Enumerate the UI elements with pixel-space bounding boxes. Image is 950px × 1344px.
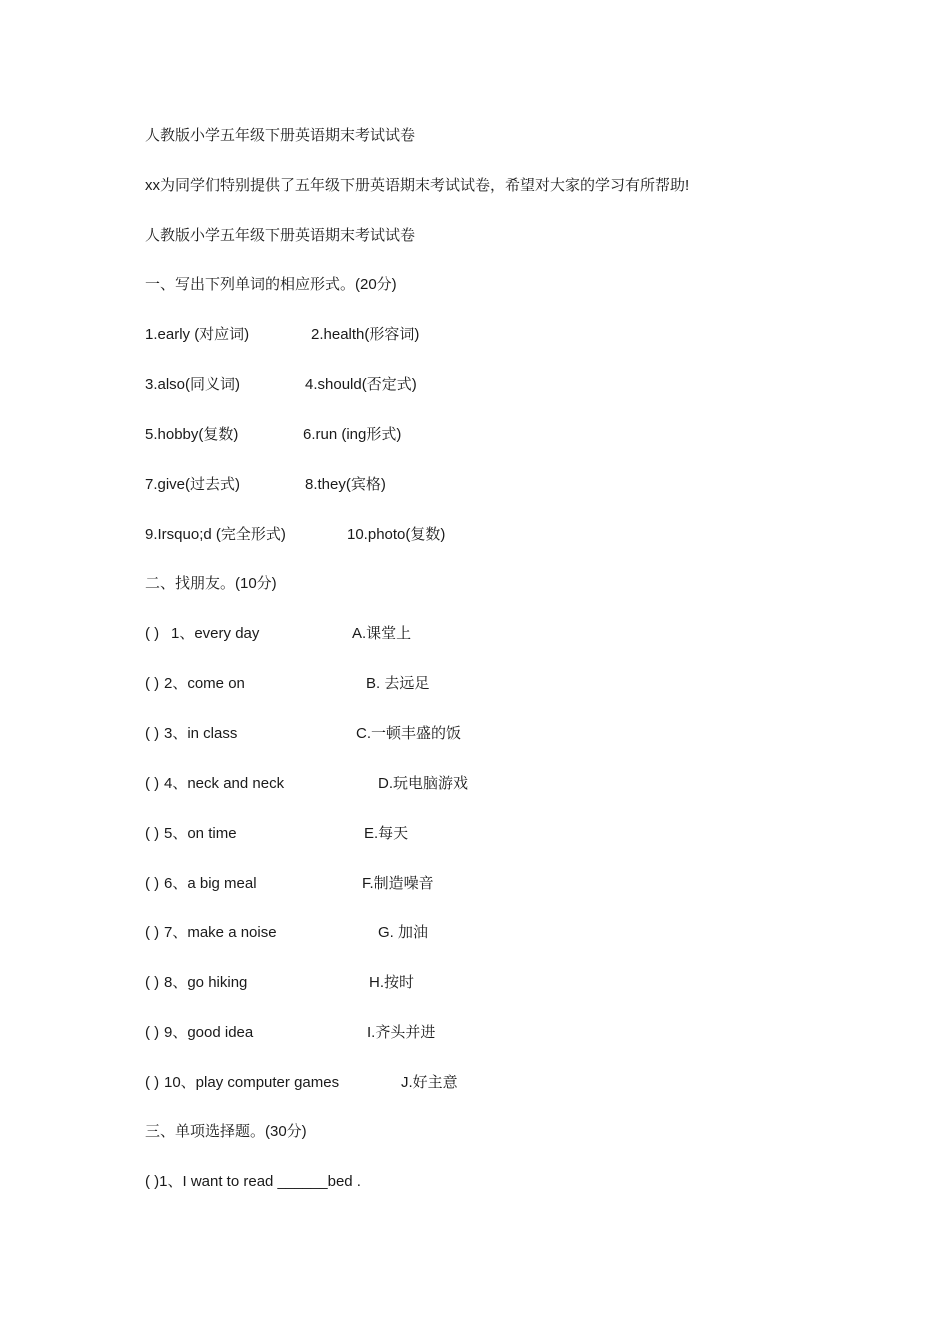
match-option: F.制造噪音 — [362, 875, 434, 892]
choice-question: ( )1、I want to read ______bed . — [145, 1173, 361, 1190]
answer-blank: ( ) — [145, 625, 160, 642]
match-phrase: 3、in class — [164, 725, 238, 742]
answer-blank: ( ) — [145, 924, 160, 941]
match-option: A.课堂上 — [352, 625, 412, 642]
word-form-item: 8.they(宾格) — [305, 476, 386, 493]
answer-blank: ( ) — [145, 675, 160, 692]
word-form-item: 10.photo(复数) — [347, 526, 446, 543]
answer-blank: ( ) — [145, 875, 160, 892]
match-option: H.按时 — [369, 974, 415, 991]
word-form-item: 4.should(否定式) — [305, 376, 417, 393]
intro-text: xx为同学们特别提供了五年级下册英语期末考试试卷，希望对大家的学习有所帮助! — [145, 177, 690, 194]
match-option: D.玩电脑游戏 — [378, 775, 469, 792]
document-title: 人教版小学五年级下册英语期末考试试卷 — [145, 127, 416, 144]
match-phrase: 10、play computer games — [164, 1074, 340, 1091]
word-form-item: 3.also(同义词) — [145, 376, 241, 393]
match-option: E.每天 — [364, 825, 409, 842]
match-phrase: 4、neck and neck — [164, 775, 285, 792]
answer-blank: ( ) — [145, 1074, 160, 1091]
match-phrase: 2、come on — [164, 675, 245, 692]
word-form-item: 7.give(过去式) — [145, 476, 241, 493]
word-form-item: 5.hobby(复数) — [145, 426, 239, 443]
match-option: J.好主意 — [401, 1074, 458, 1091]
word-form-item: 1.early (对应词) — [145, 326, 250, 343]
match-option: I.齐头并进 — [367, 1024, 436, 1041]
match-phrase: 9、good idea — [164, 1024, 254, 1041]
answer-blank: ( ) — [145, 974, 160, 991]
word-form-item: 6.run (ing形式) — [303, 426, 402, 443]
section3-heading: 三、单项选择题。(30分) — [145, 1123, 307, 1140]
answer-blank: ( ) — [145, 775, 160, 792]
answer-blank: ( ) — [145, 825, 160, 842]
section1-heading: 一、写出下列单词的相应形式。(20分) — [145, 276, 397, 293]
match-option: B. 去远足 — [366, 675, 430, 692]
word-form-item: 9.Irsquo;d (完全形式) — [145, 526, 286, 543]
match-option: C.一顿丰盛的饭 — [356, 725, 462, 742]
match-phrase: 5、on time — [164, 825, 237, 842]
match-option: G. 加油 — [378, 924, 429, 941]
document-title-repeat: 人教版小学五年级下册英语期末考试试卷 — [145, 227, 416, 244]
match-phrase: 8、go hiking — [164, 974, 248, 991]
match-phrase: 6、a big meal — [164, 875, 257, 892]
match-phrase: 1、every day — [171, 625, 260, 642]
answer-blank: ( ) — [145, 1024, 160, 1041]
match-phrase: 7、make a noise — [164, 924, 277, 941]
answer-blank: ( ) — [145, 725, 160, 742]
word-form-item: 2.health(形容词) — [311, 326, 420, 343]
section2-heading: 二、找朋友。(10分) — [145, 575, 277, 592]
